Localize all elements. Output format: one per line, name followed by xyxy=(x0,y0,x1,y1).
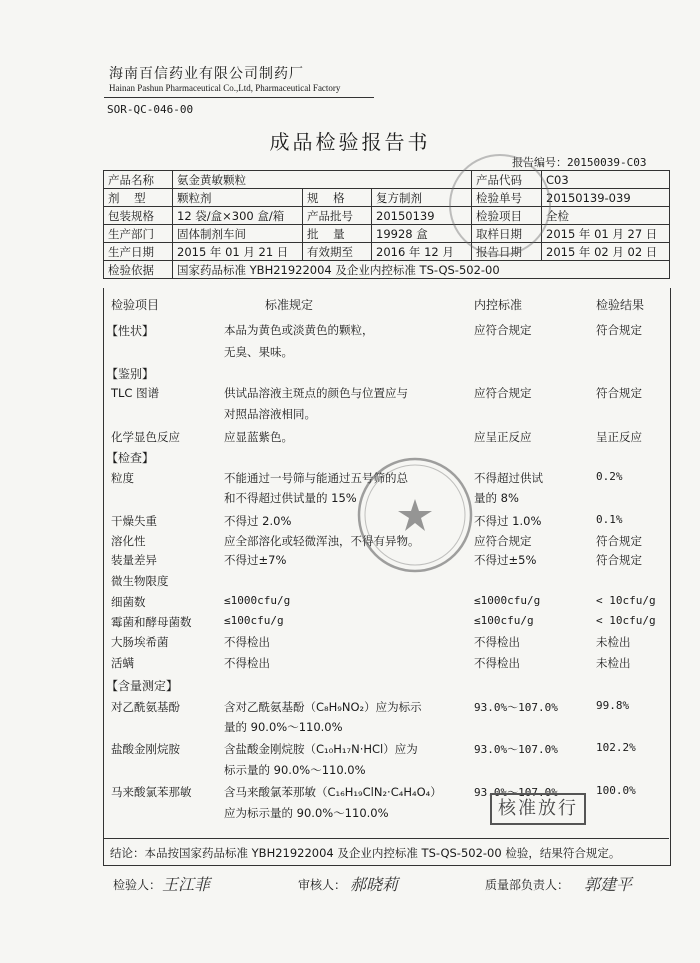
solubility-internal: 应符合规定 xyxy=(474,534,532,548)
chlorphen-standard-2: 应为标示量的 90.0%～110.0% xyxy=(224,806,389,820)
page-title: 成品检验报告书 xyxy=(269,130,431,154)
weight-item: 装量差异 xyxy=(111,553,157,567)
amantadine-item: 盐酸金刚烷胺 xyxy=(111,742,180,756)
chlorphen-item: 马来酸氯苯那敏 xyxy=(111,785,192,799)
sample-date-label: 取样日期 xyxy=(472,225,542,243)
weight-standard: 不得过±7% xyxy=(224,553,287,567)
qa-manager-label: 质量部负责人： xyxy=(485,878,570,892)
product-name-value: 氨金黄敏颗粒 xyxy=(173,171,472,189)
ecoli-standard: 不得检出 xyxy=(224,635,270,649)
col-standard-header: 标准规定 xyxy=(265,298,314,312)
paracetamol-standard-1: 含对乙酰氨基酚（C₈H₉NO₂）应为标示 xyxy=(224,700,422,714)
col-internal-header: 内控标准 xyxy=(474,298,523,312)
granularity-internal-1: 不得超过供试 xyxy=(474,471,543,485)
character-internal: 应符合规定 xyxy=(474,323,532,337)
company-name-cn: 海南百信药业有限公司制药厂 xyxy=(109,66,304,82)
bacteria-standard: ≤1000cfu/g xyxy=(224,594,291,607)
product-code-value: C03 xyxy=(542,171,670,189)
dosage-label: 剂 型 xyxy=(104,189,173,207)
tlc-result: 符合规定 xyxy=(596,386,642,400)
color-result: 呈正反应 xyxy=(596,430,642,444)
section-identify: 【鉴别】 xyxy=(106,367,155,381)
product-name-label: 产品名称 xyxy=(104,171,173,189)
report-date-value: 2015 年 02 月 02 日 xyxy=(542,243,670,261)
inspector-label: 检验人： xyxy=(113,878,162,892)
amantadine-result: 102.2% xyxy=(596,741,636,754)
mites-item: 活螨 xyxy=(111,656,134,670)
paracetamol-result: 99.8% xyxy=(596,699,630,712)
report-date-label: 报告日期 xyxy=(472,243,542,261)
header-divider xyxy=(104,97,374,98)
conclusion-text: 结论：本品按国家药品标准 YBH21922004 及企业内控标准 TS-QS-502-00 检验，结果符合规定。 xyxy=(110,846,621,860)
report-number xyxy=(512,154,646,170)
drying-item: 干燥失重 xyxy=(111,514,157,528)
paracetamol-item: 对乙酰氨基酚 xyxy=(111,700,180,714)
solubility-result: 符合规定 xyxy=(596,534,642,548)
spec-value: 复方制剂 xyxy=(372,189,472,207)
character-result: 符合规定 xyxy=(596,323,642,337)
amantadine-internal: 93.0%～107.0% xyxy=(474,743,558,756)
tlc-item: TLC 图谱 xyxy=(111,386,160,400)
bacteria-internal: ≤1000cfu/g xyxy=(474,594,541,607)
mites-internal: 不得检出 xyxy=(474,656,520,670)
mold-standard: ≤100cfu/g xyxy=(224,614,284,627)
section-check: 【检查】 xyxy=(106,451,155,465)
solubility-item: 溶化性 xyxy=(111,534,146,548)
paracetamol-standard-2: 量的 90.0%～110.0% xyxy=(224,720,343,734)
expiry-label: 有效期至 xyxy=(303,243,372,261)
expiry-value: 2016 年 12 月 xyxy=(372,243,472,261)
table-row xyxy=(104,189,670,207)
approval-stamp: 核准放行 xyxy=(490,793,586,825)
mold-item: 霉菌和酵母菌数 xyxy=(111,615,192,629)
document-number: SOR-QC-046-00 xyxy=(107,103,194,116)
granularity-standard-1: 不能通过一号筛与能通过五号筛的总 xyxy=(224,471,408,485)
amantadine-standard-1: 含盐酸金刚烷胺（C₁₀H₁₇N·HCl）应为 xyxy=(224,742,418,756)
package-label: 包装规格 xyxy=(104,207,173,225)
table-row xyxy=(104,243,670,261)
dept-label: 生产部门 xyxy=(104,225,173,243)
tlc-internal: 应符合规定 xyxy=(474,386,532,400)
color-standard: 应显蓝紫色。 xyxy=(224,430,293,444)
reviewer-label: 审核人： xyxy=(298,878,347,892)
qty-value: 19928 盒 xyxy=(372,225,472,243)
mites-standard: 不得检出 xyxy=(224,656,270,670)
product-info-table xyxy=(103,170,670,279)
mold-internal: ≤100cfu/g xyxy=(474,614,534,627)
amantadine-standard-2: 标示量的 90.0%～110.0% xyxy=(224,763,366,777)
conclusion-divider xyxy=(103,838,669,839)
weight-internal: 不得过±5% xyxy=(474,553,537,567)
table-row xyxy=(104,207,670,225)
tlc-standard-2: 对照品溶液相同。 xyxy=(224,407,316,421)
results-frame xyxy=(103,288,671,866)
basis-label: 检验依据 xyxy=(104,261,173,279)
color-internal: 应呈正反应 xyxy=(474,430,532,444)
granularity-internal-2: 量的 8% xyxy=(474,491,519,505)
granularity-item: 粒度 xyxy=(111,471,134,485)
chlorphen-standard-1: 含马来酸氯苯那敏（C₁₆H₁₉ClN₂·C₄H₄O₄） xyxy=(224,785,442,799)
mold-result: < 10cfu/g xyxy=(596,614,656,627)
section-character: 【性状】 xyxy=(106,324,155,338)
drying-result: 0.1% xyxy=(596,513,623,526)
reviewer-signature: 郝晓莉 xyxy=(350,875,399,894)
test-item-value: 全检 xyxy=(542,207,670,225)
package-value: 12 袋/盒×300 盒/箱 xyxy=(173,207,303,225)
character-standard-1: 本品为黄色或淡黄色的颗粒， xyxy=(224,323,374,337)
drying-standard: 不得过 2.0% xyxy=(224,514,292,528)
inspector-signature: 王江菲 xyxy=(162,875,211,894)
microbe-item: 微生物限度 xyxy=(111,574,169,588)
table-row xyxy=(104,261,670,279)
ecoli-internal: 不得检出 xyxy=(474,635,520,649)
color-item: 化学显色反应 xyxy=(111,430,180,444)
product-code-label: 产品代码 xyxy=(472,171,542,189)
mites-result: 未检出 xyxy=(596,656,631,670)
test-no-value: 20150139-039 xyxy=(542,189,670,207)
report-number-label: 报告编号： xyxy=(512,156,567,169)
table-row xyxy=(104,171,670,189)
solubility-standard: 应全部溶化或轻微浑浊，不得有异物。 xyxy=(224,534,420,548)
paracetamol-internal: 93.0%～107.0% xyxy=(474,701,558,714)
basis-value: 国家药品标准 YBH21922004 及企业内控标准 TS-QS-502-00 xyxy=(173,261,670,279)
col-item-header: 检验项目 xyxy=(111,298,160,312)
bacteria-result: < 10cfu/g xyxy=(596,594,656,607)
ecoli-result: 未检出 xyxy=(596,635,631,649)
report-number-value: 20150039-C03 xyxy=(567,156,647,169)
dosage-value: 颗粒剂 xyxy=(173,189,303,207)
col-result-header: 检验结果 xyxy=(596,298,645,312)
chlorphen-result: 100.0% xyxy=(596,784,636,797)
test-no-label: 检验单号 xyxy=(472,189,542,207)
company-name-en: Hainan Pashun Pharmaceutical Co.,Ltd, Pharmaceutical Factory xyxy=(109,83,341,93)
drying-internal: 不得过 1.0% xyxy=(474,514,542,528)
granularity-standard-2: 和不得超过供试量的 15% xyxy=(224,491,357,505)
table-row xyxy=(104,225,670,243)
granularity-result: 0.2% xyxy=(596,470,623,483)
test-item-label: 检验项目 xyxy=(472,207,542,225)
qty-label: 批 量 xyxy=(303,225,372,243)
sample-date-value: 2015 年 01 月 27 日 xyxy=(542,225,670,243)
batch-label: 产品批号 xyxy=(303,207,372,225)
prod-date-value: 2015 年 01 月 21 日 xyxy=(173,243,303,261)
tlc-standard-1: 供试品溶液主斑点的颜色与位置应与 xyxy=(224,386,408,400)
dept-value: 固体制剂车间 xyxy=(173,225,303,243)
spec-label: 规 格 xyxy=(303,189,372,207)
bacteria-item: 细菌数 xyxy=(111,595,146,609)
chlorphen-internal: 93.0%～107.0% xyxy=(474,786,558,799)
prod-date-label: 生产日期 xyxy=(104,243,173,261)
weight-result: 符合规定 xyxy=(596,553,642,567)
qa-manager-signature: 郭建平 xyxy=(584,875,633,894)
batch-value: 20150139 xyxy=(372,207,472,225)
section-content: 【含量测定】 xyxy=(106,679,179,693)
ecoli-item: 大肠埃希菌 xyxy=(111,635,169,649)
character-standard-2: 无臭、果味。 xyxy=(224,345,293,359)
